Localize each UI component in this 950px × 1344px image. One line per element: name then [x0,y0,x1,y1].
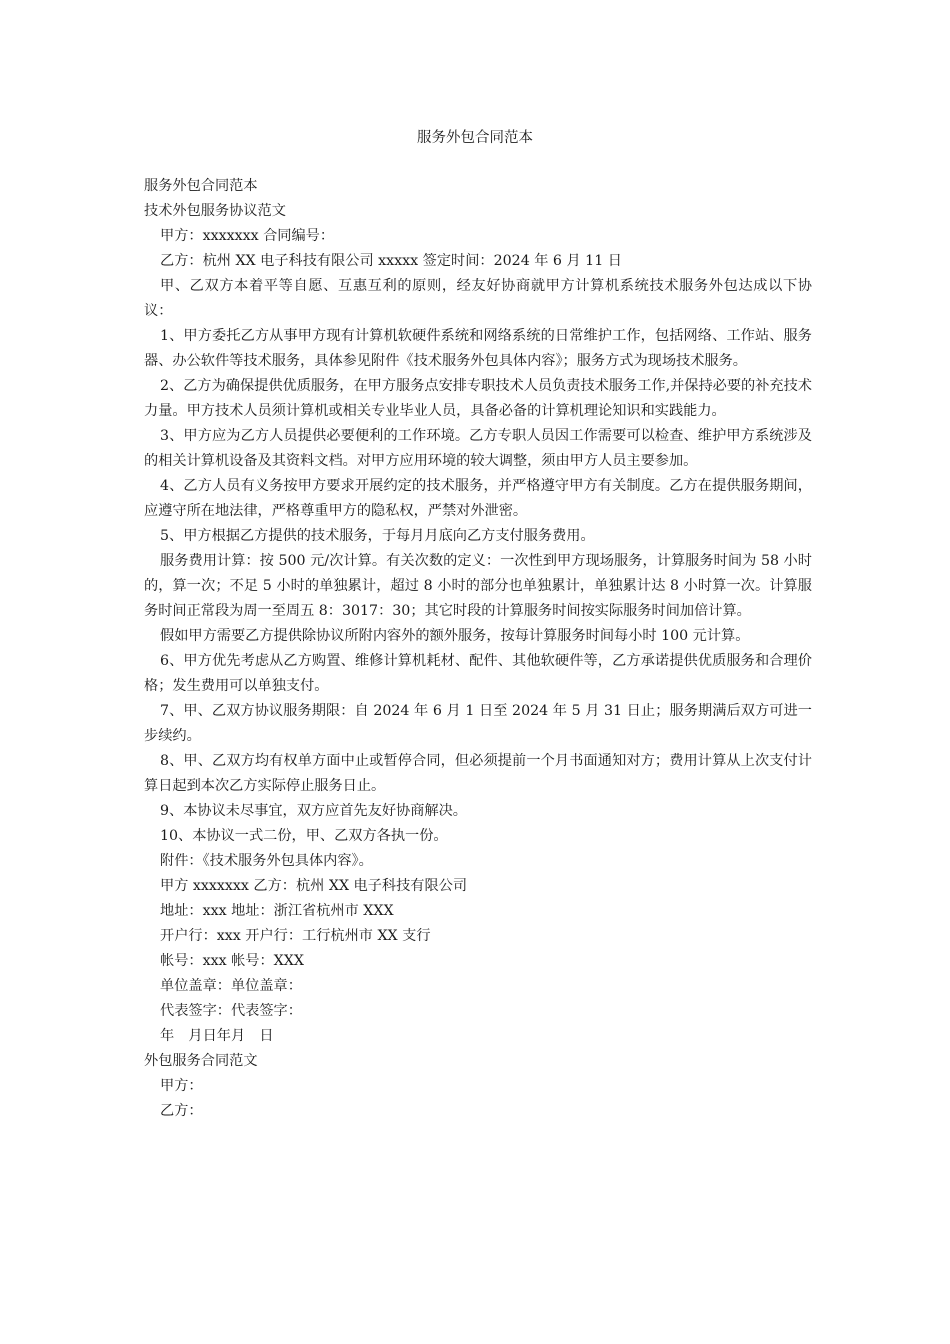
paragraph: 乙方：杭州 XX 电子科技有限公司 xxxxx 签定时间：2024 年 6 月 11 日 [160,253,622,269]
paragraph: 帐号：xxx 帐号：XXX [160,953,304,969]
paragraph: 服务费用计算：按 500 元/次计算。有关次数的定义：一次性到甲方现场服务，计算服务时间为 58 小时的，算一次；不足 5 小时的单独累计，超过 8 小时的部分也单独累计，单独累计达 8 小时算一次。计算服务时间正常段为周一至周五 8：3017：30；其它时段的计算服务时间按实际服务时间加倍计算。 [144,553,812,619]
paragraph: 外包服务合同范文 [144,1053,258,1069]
paragraph: 甲、乙双方本着平等自愿、互惠互利的原则，经友好协商就甲方计算机系统技术服务外包达成以下协议： [144,278,812,319]
paragraph: 甲方 xxxxxxx 乙方：杭州 XX 电子科技有限公司 [160,878,468,894]
paragraph: 2、乙方为确保提供优质服务，在甲方服务点安排专职技术人员负责技术服务工作,并保持必要的补充技术力量。甲方技术人员须计算机或相关专业毕业人员，具备必备的计算机理论知识和实践能力。 [144,378,812,419]
document-body [144,174,812,1124]
paragraph: 附件：《技术服务外包具体内容》。 [160,853,373,869]
paragraph: 6、甲方优先考虑从乙方购置、维修计算机耗材、配件、其他软硬件等，乙方承诺提供优质服务和合理价格；发生费用可以单独支付。 [144,653,812,694]
paragraph: 3、甲方应为乙方人员提供必要便利的工作环境。乙方专职人员因工作需要可以检查、维护甲方系统涉及的相关计算机设备及其资料文档。对甲方应用环境的较大调整，须由甲方人员主要参加。 [144,428,812,469]
paragraph: 假如甲方需要乙方提供除协议所附内容外的额外服务，按每计算服务时间每小时 100 元计算。 [160,628,750,644]
paragraph: 7、甲、乙双方协议服务期限：自 2024 年 6 月 1 日至 2024 年 5 月 31 日止；服务期满后双方可进一步续约。 [144,703,812,744]
paragraph: 9、本协议未尽事宜，双方应首先友好协商解决。 [160,803,467,819]
paragraph: 代表签字：代表签字： [160,1003,302,1019]
paragraph: 8、甲、乙双方均有权单方面中止或暂停合同，但必须提前一个月书面通知对方；费用计算从上次支付计算日起到本次乙方实际停止服务日止。 [144,753,812,794]
paragraph: 5、甲方根据乙方提供的技术服务，于每月月底向乙方支付服务费用。 [160,528,595,544]
paragraph: 4、乙方人员有义务按甲方要求开展约定的技术服务，并严格遵守甲方有关制度。乙方在提供服务期间，应遵守所在地法律，严格尊重甲方的隐私权，严禁对外泄密。 [144,478,812,519]
paragraph: 1、甲方委托乙方从事甲方现有计算机软硬件系统和网络系统的日常维护工作，包括网络、工作站、服务器、办公软件等技术服务，具体参见附件《技术服务外包具体内容》；服务方式为现场技术服务。 [144,328,812,369]
paragraph: 单位盖章：单位盖章： [160,978,302,994]
paragraph: 10、本协议一式二份，甲、乙双方各执一份。 [160,828,448,844]
paragraph: 甲方：xxxxxxx 合同编号： [160,228,335,244]
paragraph: 乙方： [160,1103,203,1119]
paragraph: 服务外包合同范本 [144,178,258,194]
paragraph: 年 月日年月 日 [160,1028,274,1044]
paragraph: 甲方： [160,1078,203,1094]
paragraph: 技术外包服务协议范文 [144,203,286,219]
paragraph: 开户行：xxx 开户行：工行杭州市 XX 支行 [160,928,431,944]
paragraph: 地址：xxx 地址：浙江省杭州市 XXX [160,903,394,919]
document-title: 服务外包合同范本 [417,130,533,146]
